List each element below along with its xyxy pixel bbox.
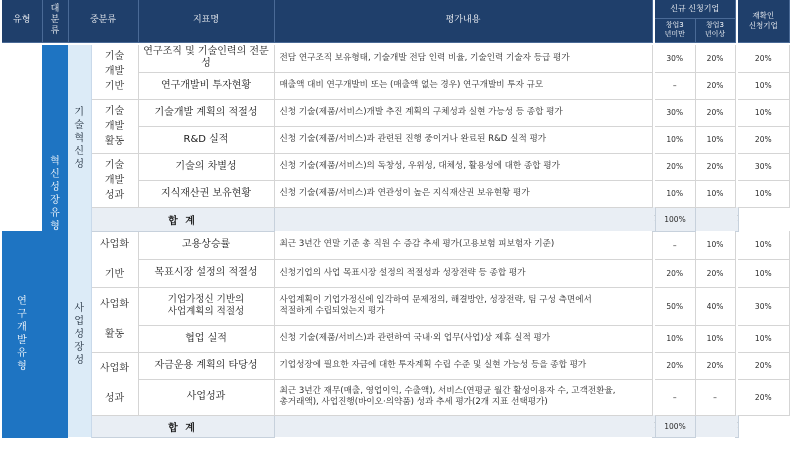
header-indicator: 지표명 [138,0,274,42]
header-reconfirm: 재확인 신청기업 [738,0,789,42]
type-innovation-growth-label: 혁 신 성 장 유 형 [50,156,60,232]
pct-reconfirm: 30% [738,153,789,180]
mid-biz-base: 사업화 기반 [91,231,138,287]
pct-under3: – [655,379,695,415]
pct-under3: 10% [655,180,695,207]
evaluation-table [2,0,790,438]
indicator-cell: 기술개발 계획의 적절성 [138,99,274,126]
major-tech-innovation: 기 술 혁 신 성 [68,45,91,231]
indicator-cell: 사업성과 [138,379,274,415]
pct-reconfirm: 10% [738,231,789,259]
indicator-cell: 기술의 차별성 [138,153,274,180]
type-rnd-label: 연 구 개 발 유 형 [2,231,42,437]
pct-reconfirm: 10% [738,259,789,287]
indicator-cell: 연구개발비 투자현황 [138,72,274,99]
pct-over3: 20% [695,72,735,99]
pct-under3: 30% [655,99,695,126]
description-cell: 매출액 대비 연구개발비 또는 (매출액 없는 경우) 연구개발비 투자 규모 [274,72,652,99]
description-cell: 최근 3년간 연말 기준 총 직원 수 증감 추세 평가(고용보험 피보험자 기준) [274,231,652,259]
pct-reconfirm: 10% [738,180,789,207]
description-cell: 전담 연구조직 보유형태, 기술개발 전담 인력 비율, 기술인력 기술자 등급 평가 [274,45,652,72]
total-reconfirm [735,415,738,437]
total-label: 합 계 [91,415,274,437]
indicator-cell: 자금운용 계획의 타당성 [138,352,274,379]
header-mid: 중분류 [68,0,138,42]
mid-tech-result: 기술 개발 성과 [91,153,138,207]
pct-under3: – [655,72,695,99]
type-top-blank [2,45,42,231]
pct-under3: – [655,231,695,259]
pct-over3: 10% [695,325,735,352]
description-cell: 최근 3년간 재무(매출, 영업이익, 수출액), 서비스(연평균 월간 활성이용자 수, 고객전환율, 총거래액), 사업진행(바이오·의약품) 성과 추세 평가(2개 지표 선택평가) [274,379,652,415]
pct-over3: – [695,379,735,415]
header-new-under3: 창업3 년미만 [655,18,695,42]
pct-under3: 10% [655,325,695,352]
indicator-cell: 지식재산권 보유현황 [138,180,274,207]
indicator-cell: 고용상승률 [138,231,274,259]
mid-tech-activity: 기술 개발 활동 [91,99,138,153]
total-reconfirm [735,207,738,231]
pct-over3: 10% [695,231,735,259]
pct-over3: 10% [695,126,735,153]
description-cell: 신청 기술(제품/서비스)과 연관성이 높은 지식재산권 보유현황 평가 [274,180,652,207]
description-cell: 신청 기술(제품/서비스)의 독창성, 우위성, 대체성, 활용성에 대한 종합 평가 [274,153,652,180]
pct-reconfirm: 20% [738,379,789,415]
mid-biz-result: 사업화 성과 [91,352,138,415]
mid-biz-activity: 사업화 활동 [91,287,138,352]
indicator-cell: 목표시장 설정의 적절성 [138,259,274,287]
pct-over3: 10% [695,180,735,207]
pct-reconfirm: 10% [738,99,789,126]
pct-under3: 10% [655,126,695,153]
description-cell: 신청기업의 사업 목표시장 설정의 적절성과 성장전략 등 종합 평가 [274,259,652,287]
pct-over3: 20% [695,259,735,287]
indicator-cell: 연구조직 및 기술인력의 전문성 [138,45,274,72]
header-new-over3: 창업3 년이상 [695,18,735,42]
header-new-company: 신규 신청기업 [655,0,735,18]
pct-under3: 20% [655,153,695,180]
indicator-cell: 기업가정신 기반의 사업계획의 적절성 [138,287,274,325]
indicator-cell: R&D 실적 [138,126,274,153]
pct-reconfirm: 20% [738,126,789,153]
header-major: 대 분 류 [42,0,68,42]
pct-under3: 30% [655,45,695,72]
major-business-growth: 사 업 성 장 성 [68,231,91,437]
description-cell: 신청 기술(제품/서비스)개발 추진 계획의 구체성과 실현 가능성 등 종합 평가 [274,99,652,126]
pct-over3: 40% [695,287,735,325]
mid-tech-base: 기술 개발 기반 [91,45,138,99]
header-type: 유형 [2,0,42,42]
total-over3: 100% [655,207,695,231]
description-cell: 기업성장에 필요한 자금에 대한 투자계획 수립 수준 및 실현 가능성 등을 종합 평가 [274,352,652,379]
pct-under3: 20% [655,352,695,379]
description-cell: 신청 기술(제품/서비스)과 관련된 진행 중이거나 완료된 R&D 실적 평가 [274,126,652,153]
pct-over3: 20% [695,99,735,126]
pct-reconfirm: 10% [738,325,789,352]
pct-reconfirm: 10% [738,72,789,99]
pct-reconfirm: 30% [738,287,789,325]
pct-under3: 20% [655,259,695,287]
total-label: 합 계 [91,207,274,231]
total-over3: 100% [655,415,695,437]
pct-reconfirm: 20% [738,352,789,379]
pct-over3: 20% [695,153,735,180]
pct-under3: 50% [655,287,695,325]
header-evaluation: 평가내용 [274,0,652,42]
description-cell: 사업계획이 기업가정신에 입각하여 문제정의, 해결방안, 성장전략, 팀 구성 측면에서 적절하게 수립되었는지 평가 [274,287,652,325]
pct-reconfirm: 20% [738,45,789,72]
pct-over3: 20% [695,352,735,379]
indicator-cell: 협업 실적 [138,325,274,352]
pct-over3: 20% [695,45,735,72]
description-cell: 신청 기술(제품/서비스)과 관련하여 국내·외 업무(사업)상 제휴 실적 평가 [274,325,652,352]
